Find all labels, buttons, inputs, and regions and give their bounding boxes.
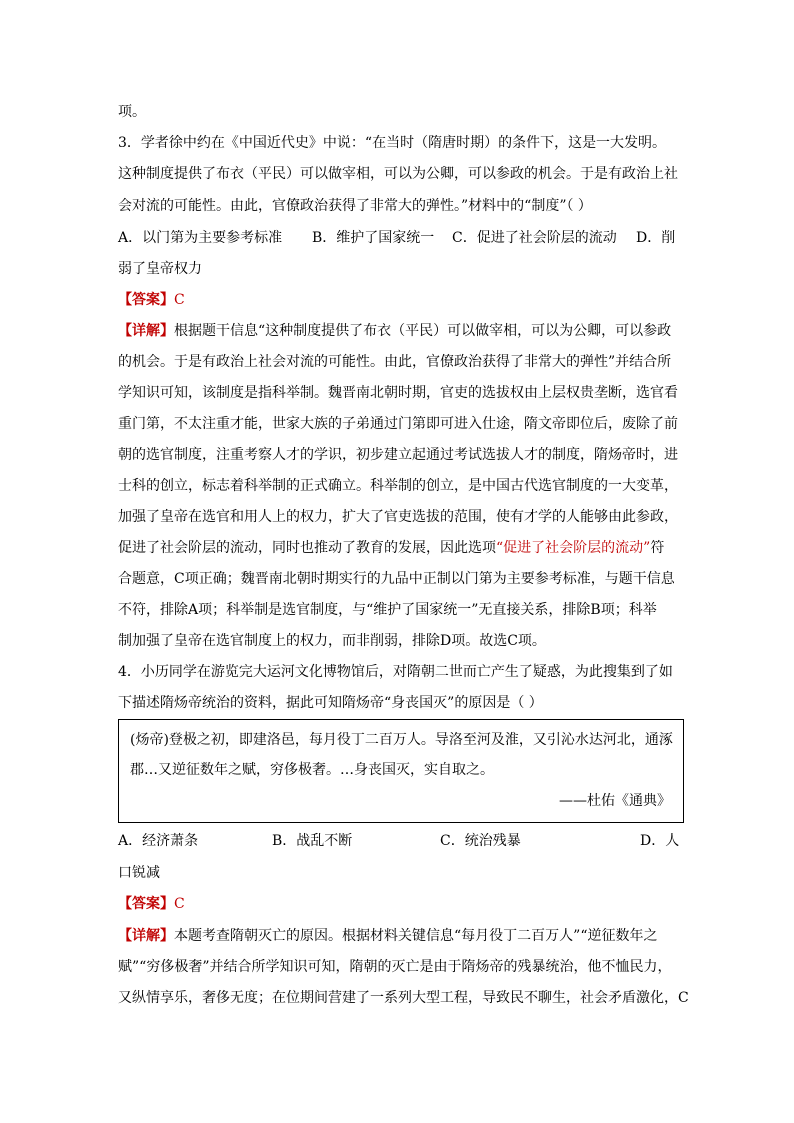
- answer-label: 【答案】: [118, 896, 174, 912]
- q3-option-b: B．维护了国家统一: [312, 230, 435, 246]
- answer-value: C: [174, 896, 185, 912]
- q4-option-a: A．经济萧条: [118, 833, 199, 849]
- detail-label: 【详解】: [118, 323, 174, 339]
- q3-detail-line-5: 朝的选官制度，注重考察人才的学识，初步建立起通过考试选拔人才的制度，隋炀帝时，进: [118, 447, 678, 463]
- q4-option-d-continued: 口锐减: [118, 865, 160, 881]
- quote-line-1: (炀帝)登极之初，即建洛邑，每月役丁二百万人。导洛至河及淮，又引沁水达河北，通涿: [130, 732, 673, 748]
- q4-stem-line-1: 4．小历同学在游览完大运河文化博物馆后，对隋朝二世而亡产生了疑惑，为此搜集到了如: [118, 664, 673, 680]
- q3-detail-line-10: 不符，排除A项；科举制是选官制度，与“维护了国家统一”无直接关系，排除B项；科举: [118, 602, 657, 618]
- q3-detail-line-8: 促进了社会阶层的流动，同时也推动了教育的发展，因此选项“促进了社会阶层的流动”符: [118, 540, 665, 556]
- q3-detail-line-2: 的机会。于是有政治上社会对流的可能性。由此，官僚政治获得了非常大的弹性”并结合所: [118, 354, 672, 370]
- q3-option-d: D．削: [636, 230, 676, 246]
- q4-detail-line-1: [118, 926, 657, 946]
- q3-option-c: C．促进了社会阶层的流动: [452, 230, 617, 246]
- highlighted-correct-option: “促进了社会阶层的流动”: [496, 540, 651, 556]
- q3-detail-line-9: 合题意，C项正确；魏晋南北朝时期实行的九品中正制以门第为主要参考标准，与题干信息: [118, 571, 675, 587]
- q3-detail-line-3: 学知识可知，该制度是指科举制。魏晋南北朝时期，官吏的选拔权由上层权贵垄断，选官看: [118, 385, 678, 401]
- q4-detail-text-1: 本题考查隋朝灭亡的原因。根据材料关键信息“每月役丁二百万人”“逆征数年之: [174, 928, 658, 944]
- answer-label: 【答案】: [118, 292, 174, 308]
- q3-stem-line-1: 3．学者徐中约在《中国近代史》中说：“在当时（隋唐时期）的条件下，这是一大发明。: [118, 135, 667, 151]
- q3-detail-line-7: 加强了皇帝在选官和用人上的权力，扩大了官吏选拔的范围，使有才学的人能够由此参政，: [118, 509, 678, 525]
- q3-detail-line-4: 重门第，不太注重才能，世家大族的子弟通过门第即可进入仕途，隋文帝即位后，废除了前: [118, 416, 678, 432]
- q3-detail-line-1: [118, 321, 671, 341]
- q3-detail-line-6: 士科的创立，标志着科举制的正式确立。科举制的创立，是中国古代选官制度的一大变革，: [118, 478, 678, 494]
- quote-box: [118, 719, 684, 823]
- q4-detail-line-3: 又纵情享乐，奢侈无度；在位期间营建了一系列大型工程，导致民不聊生，社会矛盾激化，C: [118, 990, 689, 1006]
- q3-stem-line-3: 会对流的可能性。由此，官僚政治获得了非常大的弹性。”材料中的“制度”（ ）: [118, 198, 592, 214]
- q4-option-d: D．人: [640, 833, 680, 849]
- q4-option-c: C．统治残暴: [440, 833, 521, 849]
- q3-answer: [118, 290, 185, 310]
- detail-label: 【详解】: [118, 928, 174, 944]
- q4-detail-line-2: 赋”“穷侈极奢”并结合所学知识可知，隋朝的灭亡是由于隋炀帝的残暴统治，他不恤民力，: [118, 959, 672, 975]
- q3-option-a: A．以门第为主要参考标准: [118, 230, 283, 246]
- q3-option-d-continued: 弱了皇帝权力: [118, 261, 202, 277]
- answer-value: C: [174, 292, 185, 308]
- previous-text-fragment: 项。: [118, 104, 146, 120]
- quote-line-2: 郡…又逆征数年之赋，穷侈极奢。…身丧国灭，实自取之。: [130, 762, 494, 778]
- q4-stem-line-2: 下描述隋炀帝统治的资料，据此可知隋炀帝“身丧国灭”的原因是（ ）: [118, 695, 543, 711]
- q4-option-b: B．战乱不断: [272, 833, 353, 849]
- quote-source: ——杜佑《通典》: [559, 793, 671, 809]
- q3-detail-text-1: 根据题干信息“这种制度提供了布衣（平民）可以做宰相，可以为公卿，可以参政: [174, 323, 672, 339]
- q3-detail-line-11: 制加强了皇帝在选官制度上的权力，而非削弱，排除D项。故选C项。: [118, 633, 546, 649]
- q3-stem-line-2: 这种制度提供了布衣（平民）可以做宰相，可以为公卿，可以参政的机会。于是有政治上社: [118, 166, 678, 182]
- q4-answer: [118, 894, 185, 914]
